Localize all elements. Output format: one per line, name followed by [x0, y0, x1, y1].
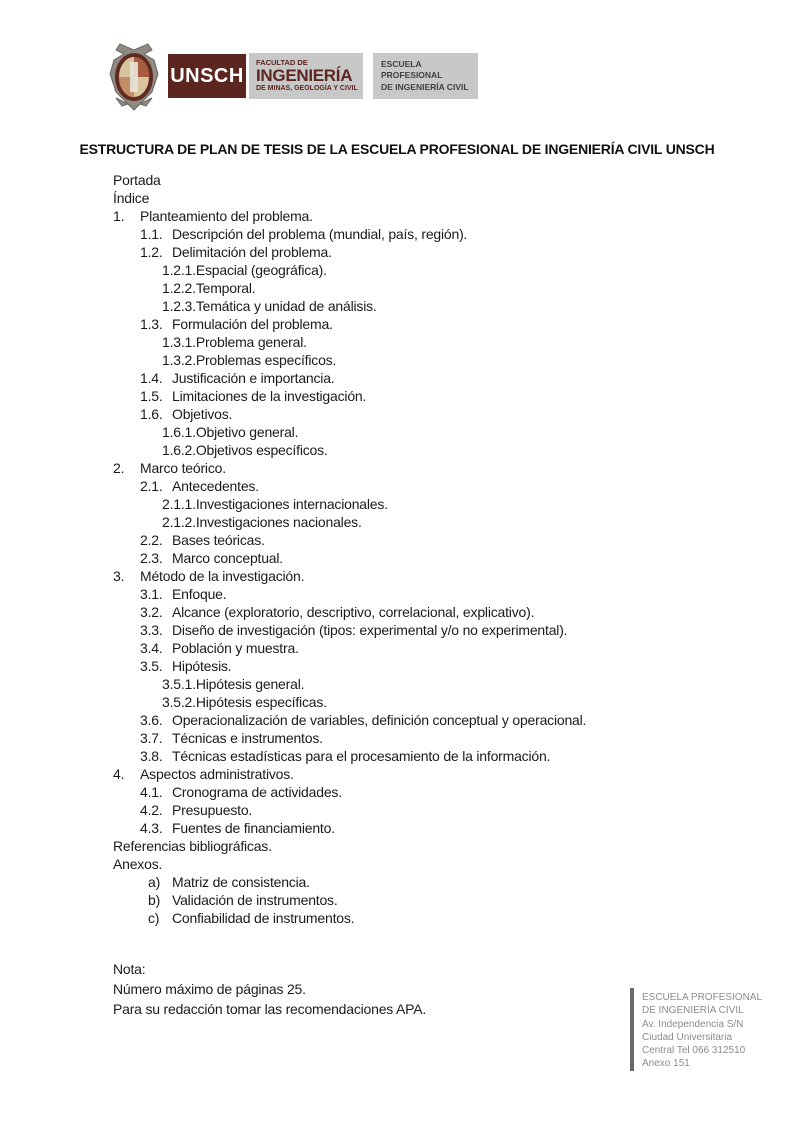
- outline-item-number: 1.6.2.: [162, 442, 196, 458]
- outline-item-number: 1.6.1.: [162, 424, 196, 440]
- outline-item-text: Temporal.: [195, 280, 256, 296]
- school-line2: DE INGENIERÍA CIVIL: [381, 81, 469, 92]
- contact-line: DE INGENIERÍA CIVIL: [642, 1005, 744, 1017]
- faculty-line2: INGENIERÍA: [256, 66, 353, 86]
- outline-item-text: Validación de instrumentos.: [172, 892, 338, 908]
- outline-item-text: Descripción del problema (mundial, país, región).: [172, 226, 468, 242]
- outline-item-text: Temática y unidad de análisis.: [195, 298, 377, 314]
- outline-item: [148, 891, 713, 909]
- contact-line: Ciudad Universitaria: [642, 1031, 733, 1043]
- outline-item: [140, 711, 713, 729]
- outline-item-text: Aspectos administrativos.: [140, 766, 294, 782]
- outline-item-text: Espacial (geográfica).: [195, 262, 327, 278]
- outline-item-text: Investigaciones nacionales.: [195, 514, 362, 530]
- outline-item-number: 3.1.: [140, 586, 163, 602]
- outline-item: [162, 261, 713, 279]
- outline-item-text: Hipótesis específicas.: [195, 694, 327, 710]
- note-line2: Para su redacción tomar las recomendaciones APA.: [113, 1001, 427, 1017]
- unsch-coat-of-arms-icon: [106, 40, 162, 112]
- outline-item-number: 1.1.: [140, 226, 163, 242]
- outline-item-text: Antecedentes.: [172, 478, 259, 494]
- school-banner: [373, 53, 478, 99]
- school-line1: ESCUELA PROFESIONAL: [381, 59, 443, 81]
- outline-item-number: 3.5.2.: [162, 694, 196, 710]
- outline-item-text: Planteamiento del problema.: [140, 208, 313, 224]
- outline-item-text: Hipótesis general.: [195, 676, 305, 692]
- unsch-logo-acronym: [168, 54, 246, 98]
- outline-item: [140, 243, 713, 261]
- outline-item-number: 4.1.: [140, 784, 163, 800]
- outline-item-number: 1.3.: [140, 316, 163, 332]
- outline-item: [140, 819, 713, 837]
- thesis-outline: [113, 171, 713, 927]
- outline-item-text: Hipótesis.: [172, 658, 232, 674]
- outline-item-number: 2.: [113, 460, 125, 476]
- outline-item-number: 2.1.: [140, 478, 163, 494]
- outline-item-text: Objetivos específicos.: [195, 442, 328, 458]
- outline-item-number: 1.5.: [140, 388, 163, 404]
- outline-item: [140, 387, 713, 405]
- outline-item-number: 3.: [113, 568, 125, 584]
- outline-item-text: Problemas específicos.: [195, 352, 337, 368]
- outline-item-number: 2.2.: [140, 532, 163, 548]
- outline-item-number: 3.2.: [140, 604, 163, 620]
- outline-item-number: 2.1.2.: [162, 514, 196, 530]
- outline-item: [140, 783, 713, 801]
- outline-item-number: 4.: [113, 766, 125, 782]
- outline-item-text: Fuentes de financiamiento.: [172, 820, 335, 836]
- outline-item-number: 3.5.: [140, 658, 163, 674]
- outline-item: [140, 657, 713, 675]
- outline-item-number: 4.3.: [140, 820, 163, 836]
- outline-item-text: Presupuesto.: [172, 802, 253, 818]
- outline-item: [140, 603, 713, 621]
- outline-item-number: 3.8.: [140, 748, 163, 764]
- outline-item: [113, 855, 713, 873]
- outline-item: [140, 621, 713, 639]
- outline-item: [140, 801, 713, 819]
- outline-item: [162, 423, 713, 441]
- outline-item: [140, 747, 713, 765]
- footer-contact-block: [630, 988, 762, 1071]
- outline-item: [162, 495, 713, 513]
- outline-item: [162, 279, 713, 297]
- outline-item-text: Población y muestra.: [172, 640, 299, 656]
- outline-item-text: Diseño de investigación (tipos: experimental y/o no experimental).: [172, 622, 568, 638]
- outline-item: [162, 693, 713, 711]
- outline-item: [162, 297, 713, 315]
- outline-item-text: Objetivos.: [172, 406, 233, 422]
- outline-item: [140, 549, 713, 567]
- page-title: ESTRUCTURA DE PLAN DE TESIS DE LA ESCUELA PROFESIONAL DE INGENIERÍA CIVIL UNSCH: [79, 141, 715, 157]
- outline-item-number: 1.2.: [140, 244, 163, 260]
- note-label: Nota:: [113, 961, 146, 977]
- outline-item-number: 3.6.: [140, 712, 163, 728]
- outline-item-text: Objetivo general.: [195, 424, 299, 440]
- outline-item-number: 1.3.2.: [162, 352, 196, 368]
- outline-item-number: 4.2.: [140, 802, 163, 818]
- outline-item: [113, 837, 713, 855]
- outline-item-number: 1.2.1.: [162, 262, 196, 278]
- outline-item-number: a): [148, 874, 161, 890]
- outline-item-number: 1.2.3.: [162, 298, 196, 314]
- faculty-banner: [249, 53, 363, 99]
- outline-item: [162, 513, 713, 531]
- outline-item-number: 1.6.: [140, 406, 163, 422]
- contact-lines: [634, 988, 762, 1071]
- outline-item-text: Método de la investigación.: [140, 568, 305, 584]
- contact-line: Anexo 151: [642, 1058, 690, 1070]
- outline-item: [140, 369, 713, 387]
- outline-item-text: Justificación e importancia.: [172, 370, 335, 386]
- outline-item-text: Formulación del problema.: [172, 316, 333, 332]
- outline-item: [140, 531, 713, 549]
- outline-item-number: 2.3.: [140, 550, 163, 566]
- outline-item-text: Alcance (exploratorio, descriptivo, correlacional, explicativo).: [172, 604, 535, 620]
- outline-item: [162, 351, 713, 369]
- faculty-line3: DE MINAS, GEOLOGÍA Y CIVIL: [256, 85, 358, 93]
- letterhead: [106, 40, 478, 112]
- outline-item-number: 1.: [113, 208, 125, 224]
- contact-line: Central Tel 066 312510: [642, 1045, 746, 1057]
- outline-item: [140, 477, 713, 495]
- outline-item-number: 3.3.: [140, 622, 163, 638]
- contact-line: ESCUELA PROFESIONAL: [642, 992, 763, 1003]
- outline-item-number: 1.4.: [140, 370, 163, 386]
- outline-item-text: Bases teóricas.: [172, 532, 265, 548]
- outline-item: [148, 909, 713, 927]
- outline-item: [140, 639, 713, 657]
- faculty-line1: FACULTAD DE: [256, 58, 308, 68]
- contact-line: Av. Independencia S/N: [642, 1018, 744, 1030]
- note-line1: Número máximo de páginas 25.: [113, 981, 306, 997]
- outline-item: [113, 171, 713, 189]
- outline-item-text: Anexos.: [113, 856, 163, 872]
- outline-item-text: Marco teórico.: [140, 460, 226, 476]
- outline-item-number: 3.7.: [140, 730, 163, 746]
- outline-item: [113, 459, 713, 477]
- outline-item-text: Índice: [113, 190, 150, 206]
- outline-item-number: 3.4.: [140, 640, 163, 656]
- outline-item-text: Cronograma de actividades.: [172, 784, 342, 800]
- outline-item: [140, 315, 713, 333]
- outline-item-text: Confiabilidad de instrumentos.: [172, 910, 355, 926]
- outline-item: [113, 765, 713, 783]
- outline-item-number: b): [148, 892, 161, 908]
- outline-item: [113, 207, 713, 225]
- outline-item-text: Delimitación del problema.: [172, 244, 332, 260]
- outline-item-text: Operacionalización de variables, definición conceptual y operacional.: [172, 712, 587, 728]
- outline-item-text: Portada: [113, 172, 161, 188]
- outline-item-number: 1.2.2.: [162, 280, 196, 296]
- outline-item-text: Matriz de consistencia.: [172, 874, 310, 890]
- outline-item: [162, 333, 713, 351]
- outline-item: [140, 225, 713, 243]
- outline-item-text: Marco conceptual.: [172, 550, 283, 566]
- outline-item: [162, 675, 713, 693]
- outline-item-text: Limitaciones de la investigación.: [172, 388, 367, 404]
- outline-item: [140, 729, 713, 747]
- outline-item-number: 3.5.1.: [162, 676, 196, 692]
- outline-item: [113, 567, 713, 585]
- outline-item: [162, 441, 713, 459]
- outline-item-number: 1.3.1.: [162, 334, 196, 350]
- outline-item-text: Referencias bibliográficas.: [113, 838, 272, 854]
- outline-item-text: Enfoque.: [172, 586, 227, 602]
- outline-item-text: Investigaciones internacionales.: [195, 496, 388, 512]
- outline-item-text: Técnicas e instrumentos.: [172, 730, 323, 746]
- note-block: [113, 959, 426, 1019]
- outline-item-text: Problema general.: [195, 334, 307, 350]
- outline-item: [148, 873, 713, 891]
- outline-item-number: 2.1.1.: [162, 496, 196, 512]
- outline-item: [140, 585, 713, 603]
- outline-item-text: Técnicas estadísticas para el procesamiento de la información.: [172, 748, 551, 764]
- unsch-logo-text: UNSCH: [170, 64, 244, 87]
- outline-item: [140, 405, 713, 423]
- outline-item-number: c): [148, 910, 160, 926]
- outline-item: [113, 189, 713, 207]
